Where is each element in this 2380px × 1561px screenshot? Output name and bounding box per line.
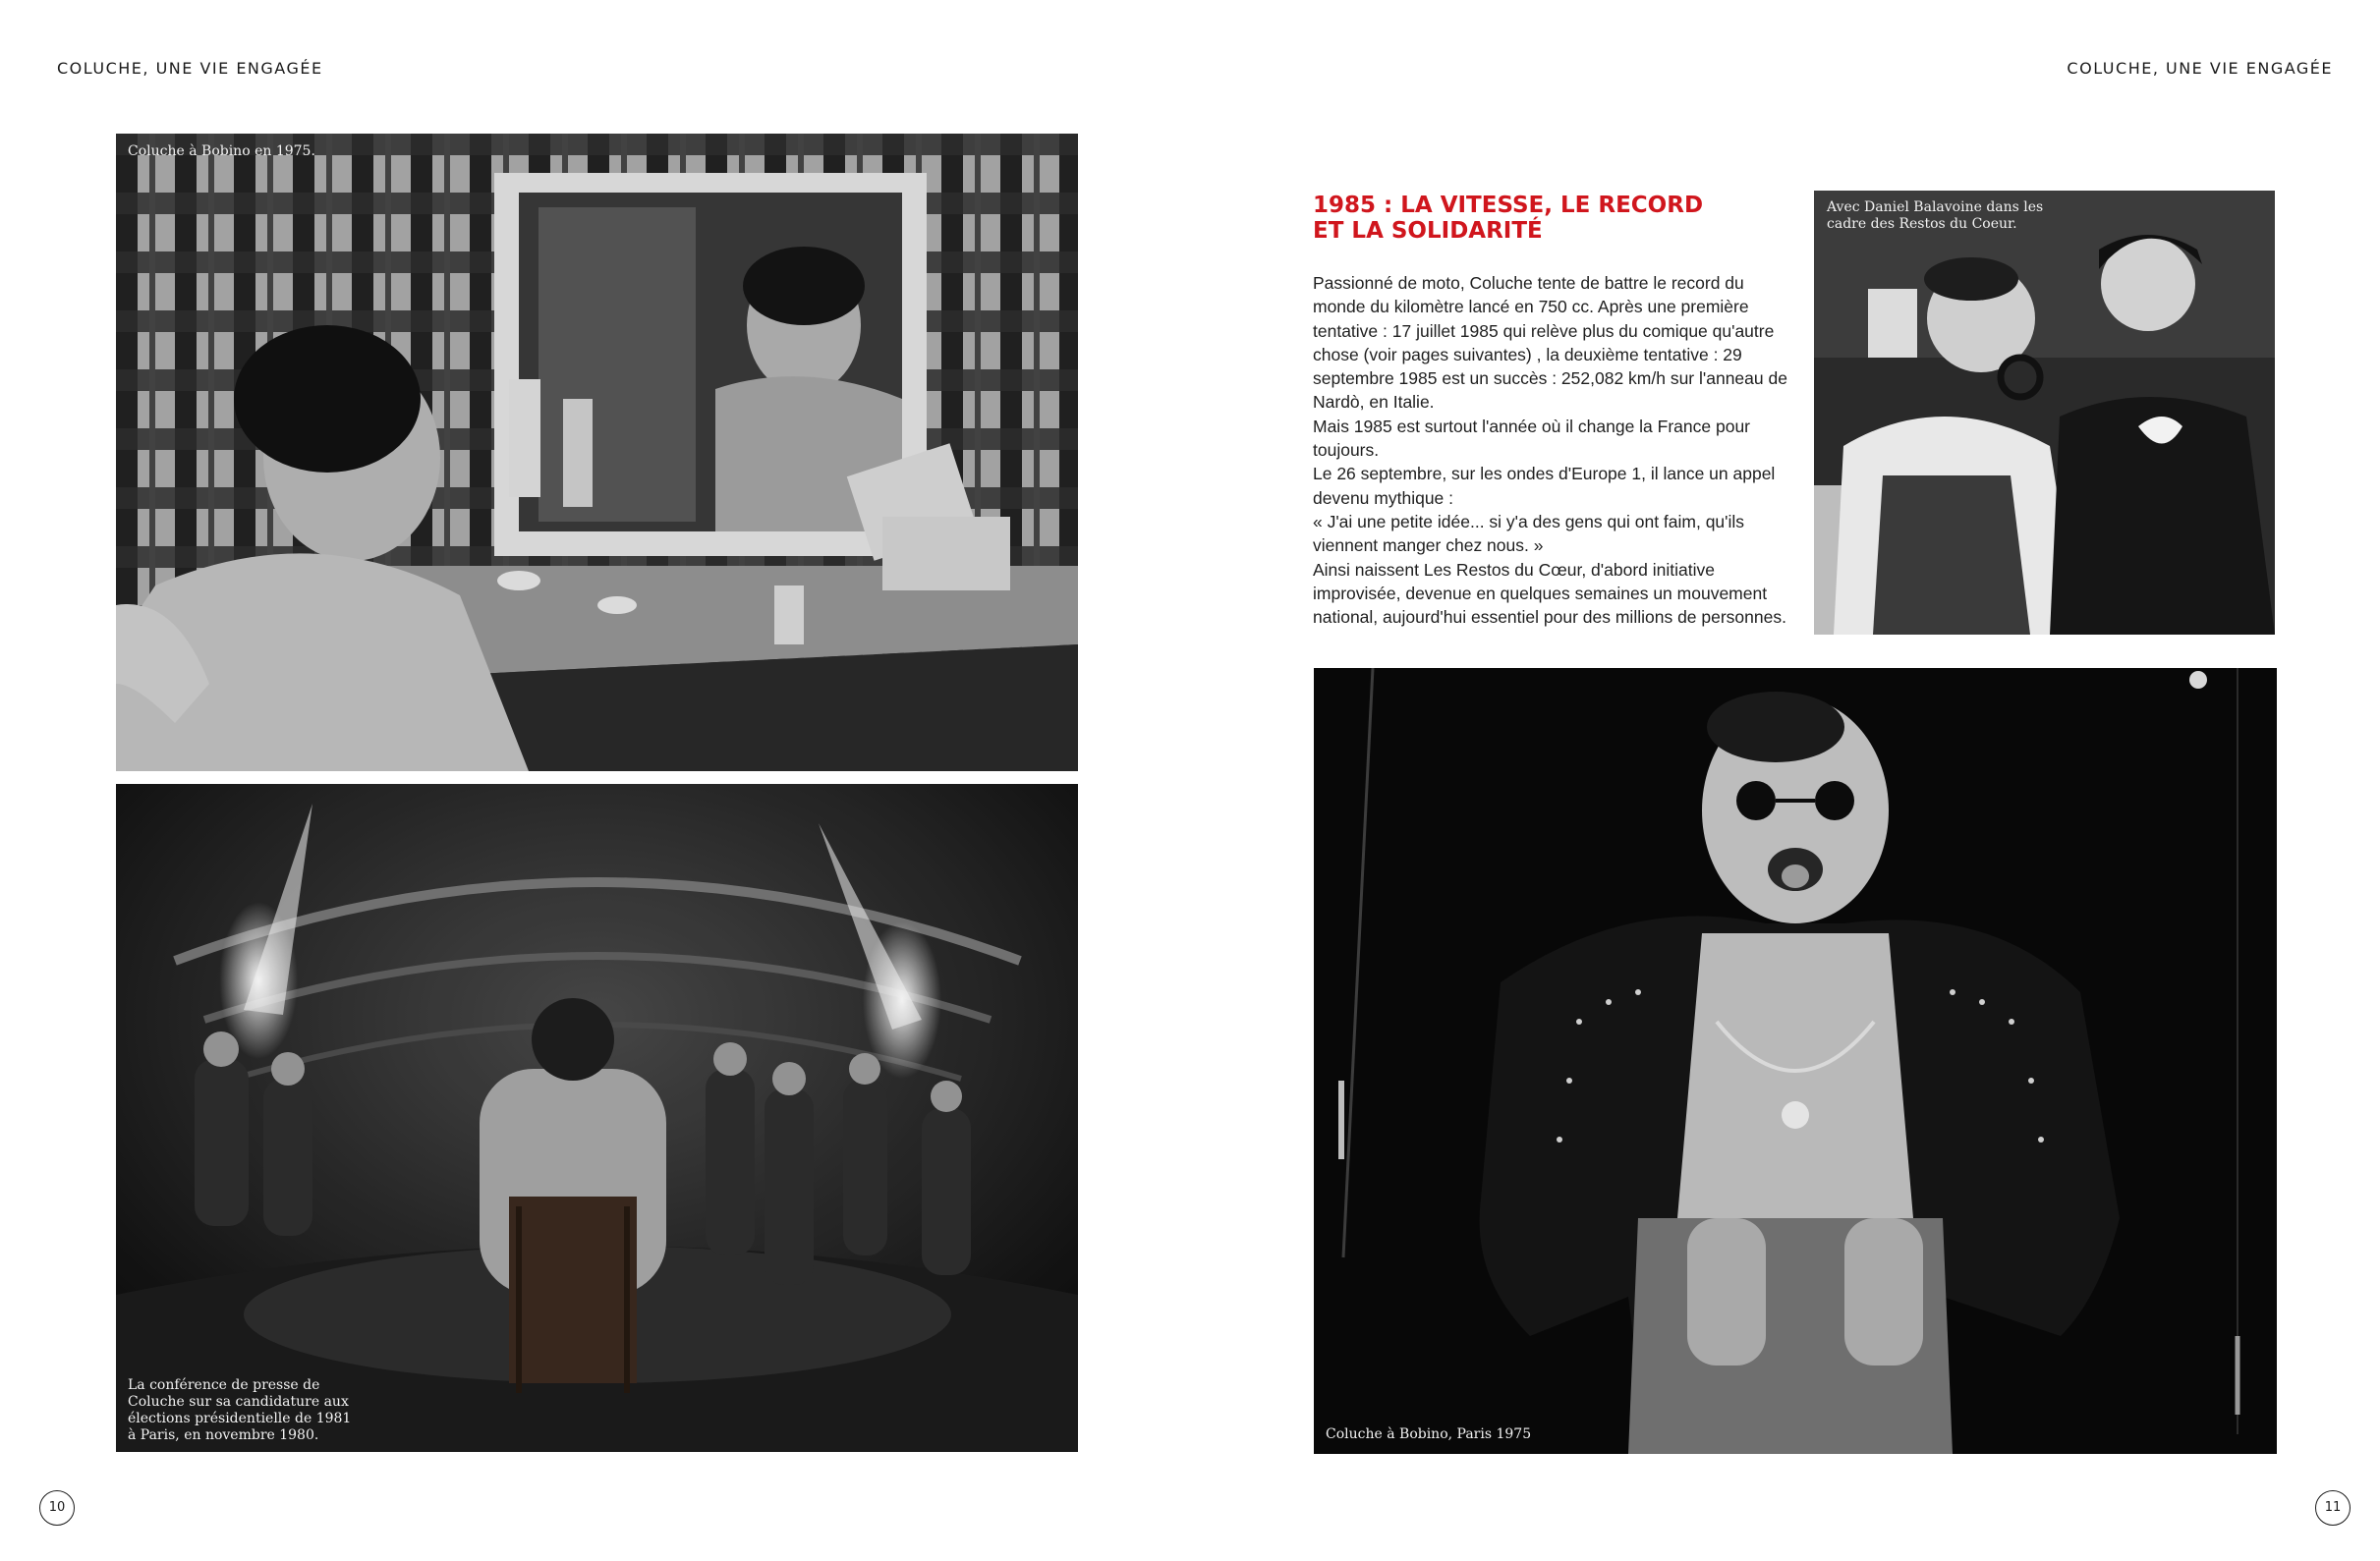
photo-stage	[1314, 668, 2277, 1454]
article-title-line2: ET LA SOLIDARITÉ	[1313, 218, 1543, 244]
caption-press-conference: La conférence de presse de Coluche sur sa candidature aux élections présidentielle de 1981 à Paris, en novembre 1980.	[128, 1377, 352, 1443]
article-paragraph: Passionné de moto, Coluche tente de battre le record du monde du kilomètre lancé en 750 cc. Après une première tentative : 17 juillet 1985 qui relève plus du comique qu'autre chose (voir pages suivantes) , la deuxième tentative : 29 septembre 1985 est un succès : 252,082 km/h sur l'anneau de Nardò, en Italie.	[1313, 273, 1787, 413]
article-paragraph: « J'ai une petite idée... si y'a des gens qui ont faim, qu'ils viennent manger chez nous. »	[1313, 511, 1745, 556]
balavoine-image	[1814, 191, 2275, 635]
caption-balavoine: Avec Daniel Balavoine dans les cadre des Restos du Coeur.	[1827, 199, 2044, 232]
running-head-left: COLUCHE, UNE VIE ENGAGÉE	[57, 59, 323, 78]
dressing-room-image	[116, 134, 1078, 771]
caption-dressing-room: Coluche à Bobino en 1975.	[128, 143, 315, 159]
article-paragraph: Mais 1985 est surtout l'année où il change la France pour toujours.	[1313, 416, 1751, 461]
article-title-line1: 1985 : LA VITESSE, LE RECORD	[1313, 193, 1704, 218]
running-head-right: COLUCHE, UNE VIE ENGAGÉE	[2067, 59, 2333, 78]
page-number-right: 11	[2315, 1490, 2351, 1526]
stage-image	[1314, 668, 2277, 1454]
caption-stage: Coluche à Bobino, Paris 1975	[1326, 1426, 1532, 1442]
page-number-left: 10	[39, 1490, 75, 1526]
article-paragraph: Ainsi naissent Les Restos du Cœur, d'abord initiative improvisée, devenue en quelques semaines un mouvement national, aujourd'hui essentiel pour des millions de personnes.	[1313, 559, 1786, 628]
photo-press-conference	[116, 784, 1078, 1452]
photo-balavoine	[1814, 191, 2275, 635]
article-body	[1313, 271, 1789, 629]
press-conference-image	[116, 784, 1078, 1452]
photo-dressing-room	[116, 134, 1078, 771]
article-title	[1313, 193, 1745, 244]
article-paragraph: Le 26 septembre, sur les ondes d'Europe 1, il lance un appel devenu mythique :	[1313, 464, 1776, 508]
